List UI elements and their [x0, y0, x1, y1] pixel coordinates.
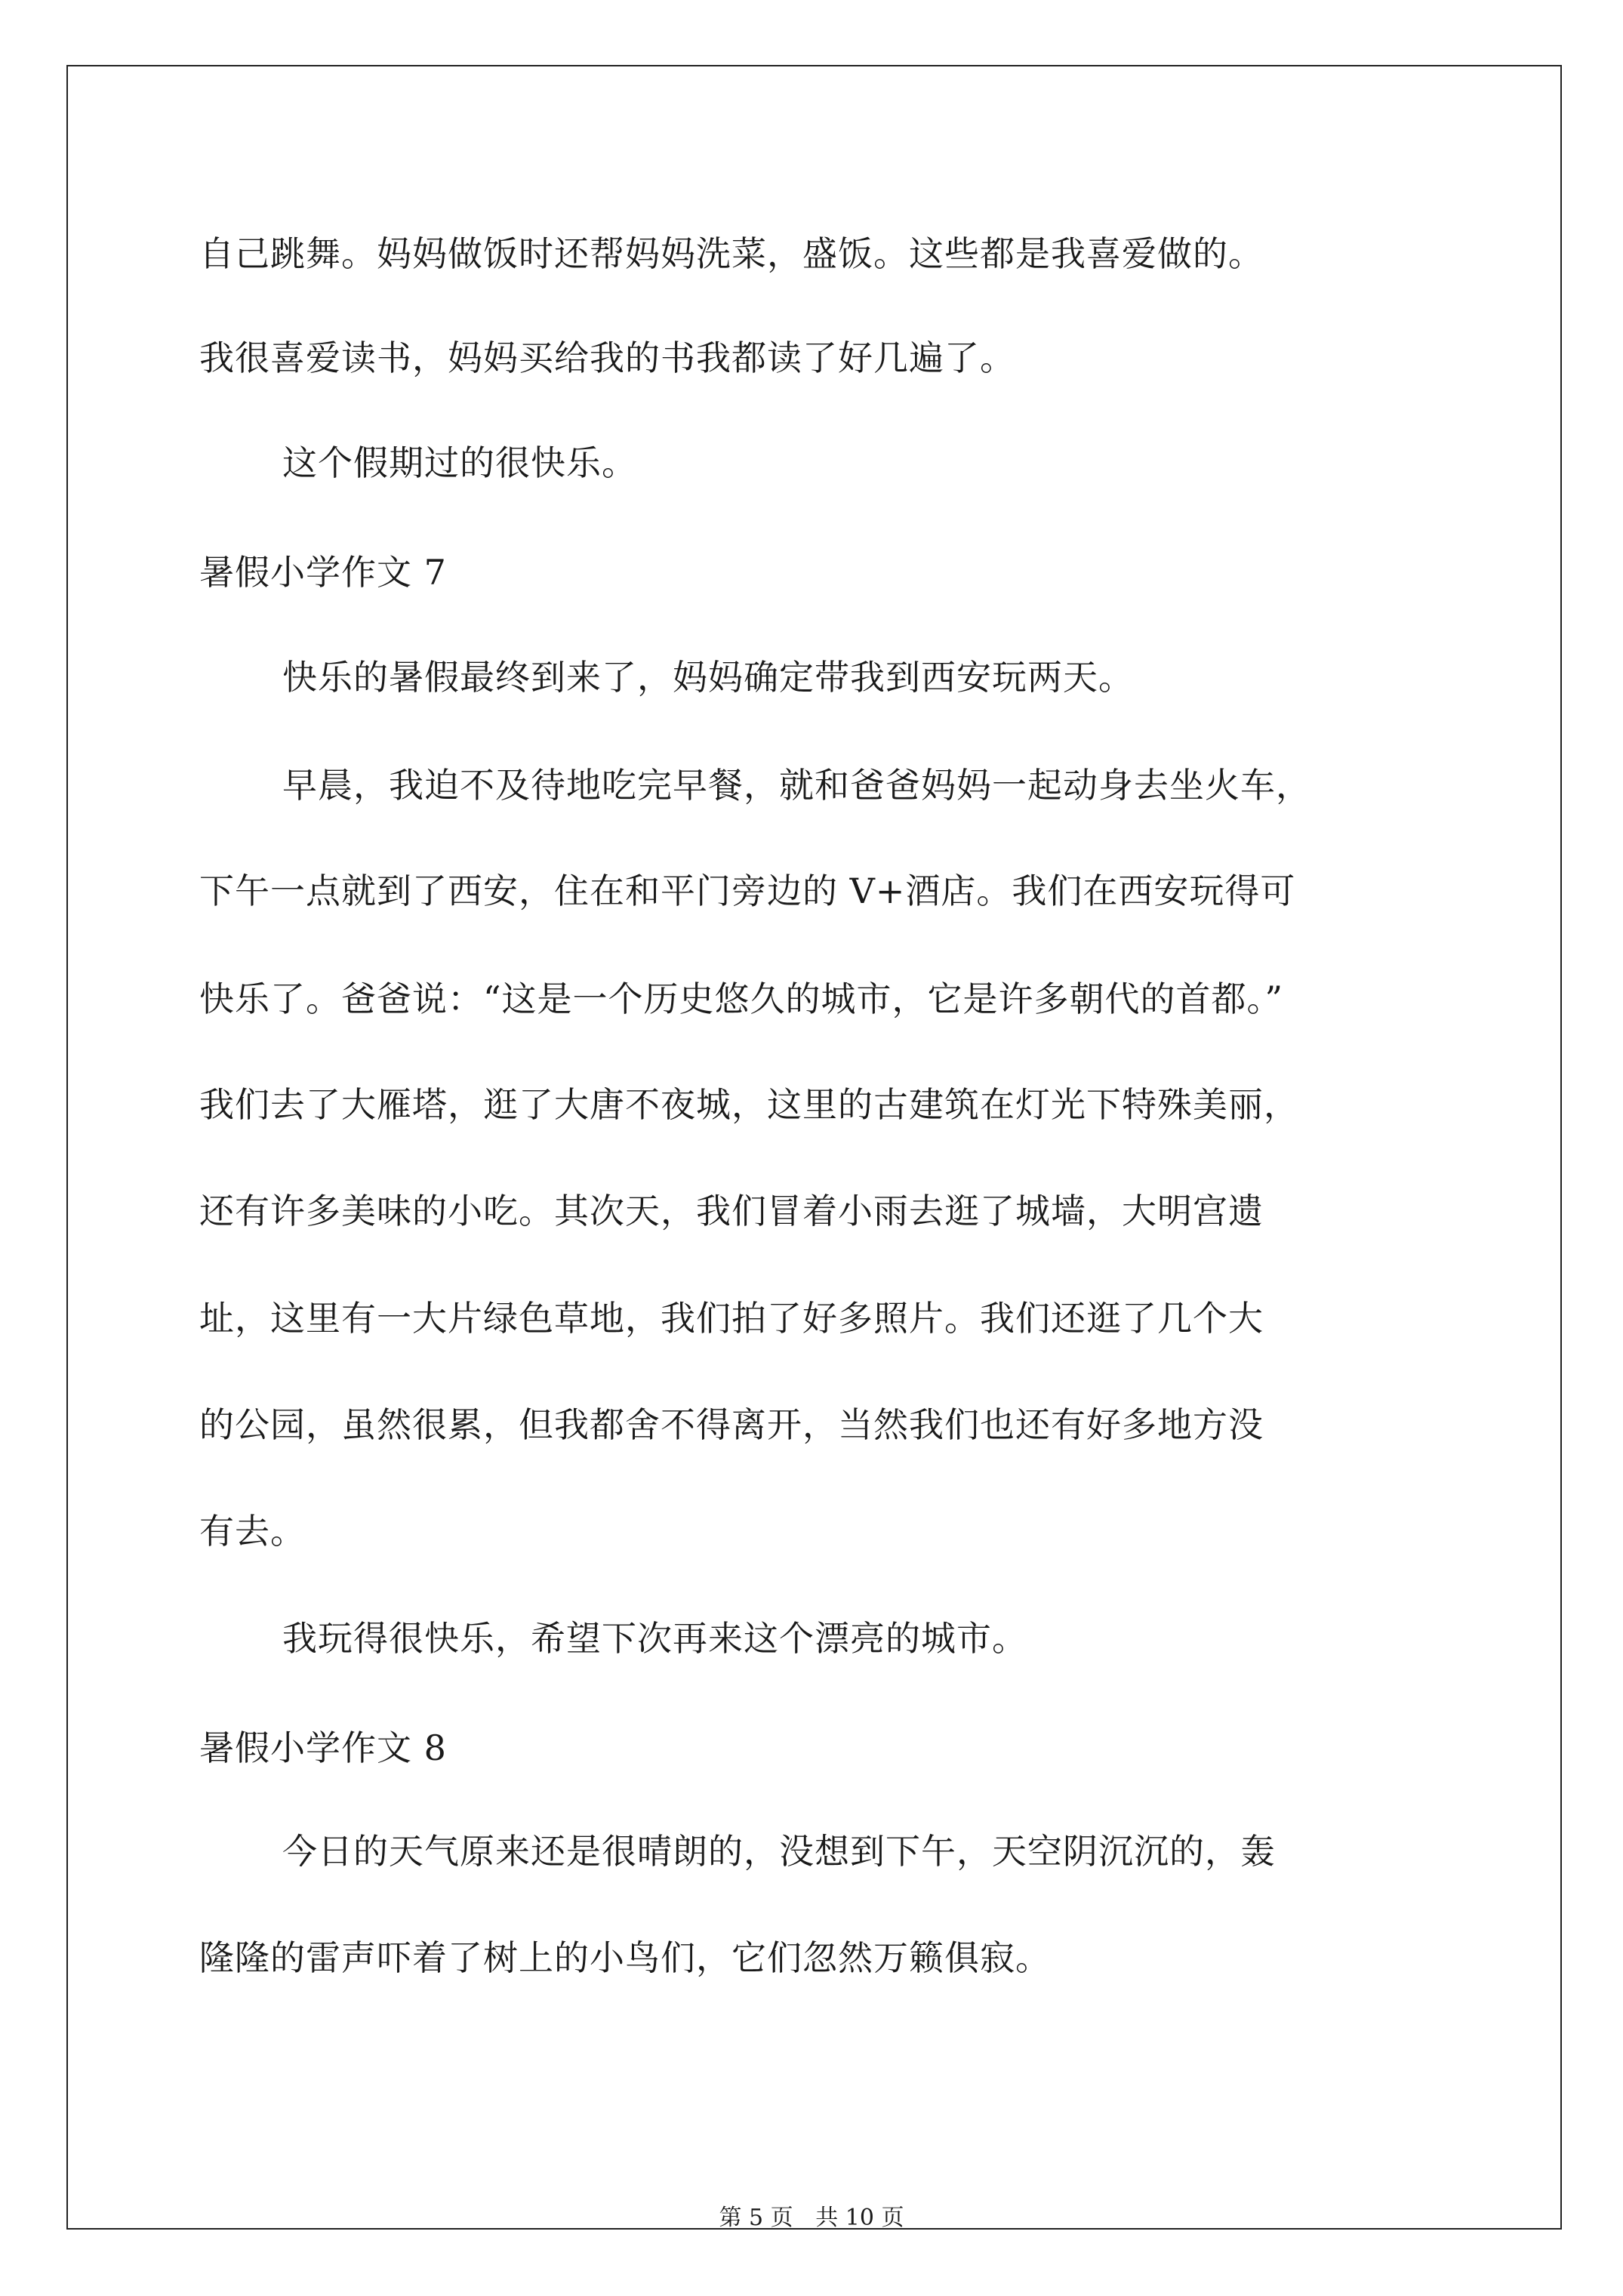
paragraph-line: 我很喜爱读书，妈妈买给我的书我都读了好几遍了。 — [199, 337, 1015, 378]
section-heading: 暑假小学作文 8 — [199, 1727, 447, 1768]
page-footer — [0, 2203, 1623, 2233]
paragraph-line: 早晨，我迫不及待地吃完早餐，就和爸爸妈妈一起动身去坐火车， — [282, 765, 1311, 806]
paragraph-line: 我玩得很快乐，希望下次再来这个漂亮的城市。 — [282, 1618, 1027, 1659]
paragraph-line: 我们去了大雁塔，逛了大唐不夜城，这里的古建筑在灯光下特殊美丽， — [199, 1084, 1299, 1125]
paragraph-line: 的公园，虽然很累，但我都舍不得离开，当然我们也还有好多地方没 — [199, 1404, 1264, 1445]
paragraph-line: 快乐了。爸爸说：“这是一个历史悠久的城市，它是许多朝代的首都。” — [199, 978, 1284, 1019]
page-frame — [66, 65, 1562, 2230]
paragraph-line: 下午一点就到了西安，住在和平门旁边的 V+酒店。我们在西安玩得可 — [199, 871, 1296, 911]
paragraph-line: 快乐的暑假最终到来了，妈妈确定带我到西安玩两天。 — [282, 657, 1134, 698]
page-number: 第 5 页 — [719, 2205, 793, 2231]
paragraph-line: 这个假期过的很快乐。 — [282, 442, 637, 483]
paragraph-line: 今日的天气原来还是很晴朗的，没想到下午，天空阴沉沉的，轰 — [282, 1831, 1276, 1872]
paragraph-line: 自己跳舞。妈妈做饭时还帮妈妈洗菜，盛饭。这些都是我喜爱做的。 — [199, 233, 1264, 274]
page-total: 共 10 页 — [815, 2205, 904, 2231]
paragraph-line: 隆隆的雷声吓着了树上的小鸟们，它们忽然万籁俱寂。 — [199, 1937, 1051, 1978]
section-heading: 暑假小学作文 7 — [199, 552, 447, 593]
paragraph-line: 址，这里有一大片绿色草地，我们拍了好多照片。我们还逛了几个大 — [199, 1298, 1264, 1339]
paragraph-line: 还有许多美味的小吃。其次天，我们冒着小雨去逛了城墙，大明宫遗 — [199, 1191, 1264, 1231]
paragraph-line: 有去。 — [199, 1511, 306, 1552]
